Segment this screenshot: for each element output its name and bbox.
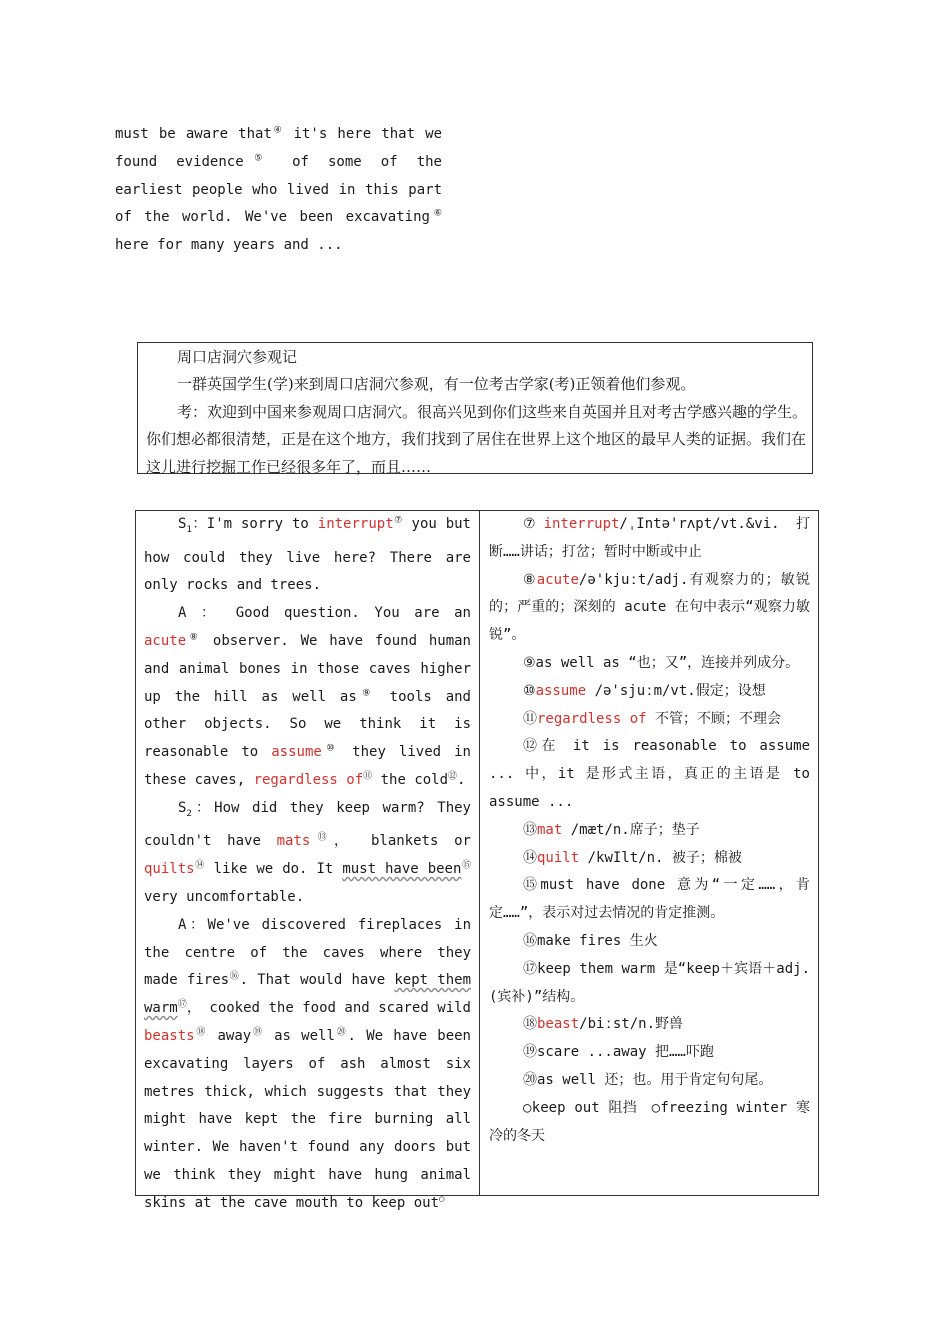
note-11: ⑪regardless of 不管；不顾；不理会 [523, 710, 782, 727]
note-17: ⑰keep them warm 是“keep＋宾语＋adj.(宾补)”结构。 [489, 960, 810, 1005]
vocab-highlight: interrupt [543, 516, 620, 532]
vocab-highlight: quilts [144, 861, 195, 878]
note-9: ⑨as well as “也；又”，连接并列成分。 [523, 654, 800, 671]
footnote-marker: ⑤ [243, 153, 273, 164]
notes-column [480, 511, 818, 1195]
chinese-summary-box [137, 342, 813, 474]
note-10: ⑩assume /ə'sjuːm/vt.假定；设想 [523, 682, 766, 699]
vocab-highlight: assume [271, 744, 322, 761]
phrase-underline: kept them warm [144, 972, 471, 1017]
annotation-table [135, 510, 819, 1211]
note-14: ⑭quilt /kwIlt/n. 被子；棉被 [523, 849, 742, 866]
vocab-highlight: assume [535, 682, 587, 699]
vocab-highlight: regardless of [537, 710, 647, 727]
vocab-highlight: acute [536, 571, 579, 588]
summary-line: 考：欢迎到中国来参观周口店洞穴。很高兴见到你们这些来自英国并且对考古学感兴趣的学生。你们想必都很清楚，正是在这个地方，我们找到了居住在世界上这个地区的最早人类的证据。我们在这儿进行挖掘工作已经很多年了，而且…… [146, 402, 808, 476]
dialogue-column [136, 511, 480, 1211]
note-20: ⑳as well 还；也。用于肯定句句尾。 [523, 1071, 773, 1088]
intro-paragraph [115, 121, 442, 260]
vocab-highlight: quilt [537, 849, 580, 866]
phrase-underline: must have been [342, 861, 462, 878]
summary-title: 周口店洞穴参观记 [177, 348, 298, 366]
note-21: ○keep out 阻挡 ○freezing winter 寒冷的冬天 [489, 1099, 810, 1144]
dialogue-s2: $S_2$：How did they keep warm? They couldn't have mats⑬， blankets or quilts⑭ like we do. It must have been⑮ very uncomfortable. [144, 799, 471, 905]
vocab-highlight: interrupt [317, 516, 394, 532]
vocab-highlight: acute [144, 632, 187, 649]
note-13: ⑬mat /mæt/n.席子；垫子 [523, 821, 700, 838]
dialogue-a2: A：We've discovered fireplaces in the centre of the caves where they made fires⑯. That would have kept them warm⑰， cooked the food and scared wild beasts⑱ away⑲ as well⑳. We have been excavating layers of ash almost six metres thick, which suggests that they might have kept the fire burning all winter. We haven't found any doors but we think they might have hung animal skins at the cave mouth to keep out○ [144, 916, 471, 1211]
footnote-marker: ⑥ [429, 208, 442, 219]
vocab-highlight: beasts [144, 1027, 195, 1044]
note-18: ⑱beast/biːst/n.野兽 [523, 1016, 684, 1033]
intro-text: it's here that we found evidence [115, 126, 443, 170]
footnote-marker: ④ [271, 125, 284, 136]
note-8: ⑧acute/ə'kjuːt/adj.有观察力的；敏锐的；严重的；深刻的 acute 在句中表示“观察力敏锐”。 [489, 571, 810, 644]
vocab-highlight: mats [276, 833, 311, 850]
intro-text: here for many years and ... [115, 237, 343, 254]
note-15: ⑮must have done 意为“一定……，肯定……”，表示对过去情况的肯定推测。 [489, 877, 810, 922]
note-12: ⑫在 it is reasonable to assume ... 中，it 是形式主语，真正的主语是 to assume ... [489, 738, 810, 810]
note-19: ⑲scare ...away 把……吓跑 [523, 1044, 714, 1061]
vocab-highlight: beast [537, 1016, 580, 1033]
note-7: ⑦interrupt/ˌIntə'rʌpt/vt.&vi. 打断……讲话；打岔；暂时中断或中止 [489, 516, 810, 560]
dialogue-s1: $S_1$：I'm sorry to interrupt⑦ you but how could they live here? There are only rocks and trees. [144, 515, 471, 594]
dialogue-a1: A ： Good question. You are an acute⑧ observer. We have found human and animal bones in those caves higher up the hill as well as⑨ tools and other objects. So we think it is reasonable to assume⑩ they lived in these caves, regardless of⑪ the cold⑫. [144, 605, 471, 788]
note-16: ⑯make fires 生火 [523, 932, 658, 949]
intro-text: must be aware that [115, 126, 272, 142]
intro-text: of some of the earliest people who lived in this part of the world. We've been excavating [115, 153, 442, 226]
vocab-highlight: mat [537, 821, 563, 838]
vocab-highlight: regardless of [253, 771, 364, 788]
summary-line: 一群英国学生(学)来到周口店洞穴参观，有一位考古学家(考)正领着他们参观。 [177, 375, 696, 394]
